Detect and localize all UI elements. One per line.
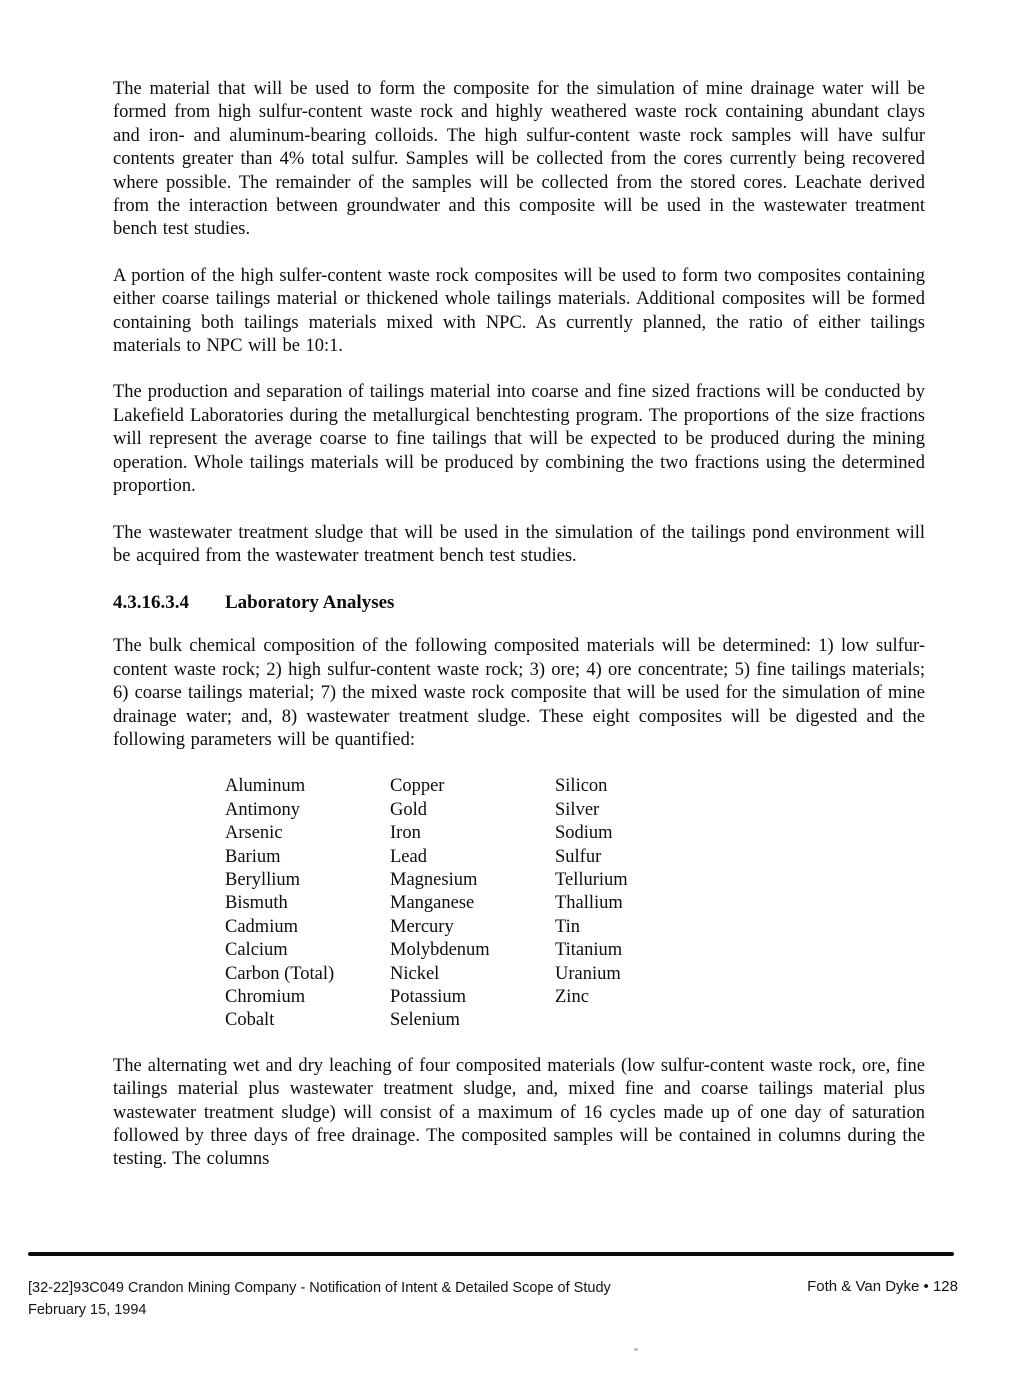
section-title: Laboratory Analyses <box>225 592 395 614</box>
element-item: Chromium <box>225 987 306 1007</box>
element-item: Sulfur <box>555 846 602 867</box>
element-item: Titanium <box>555 940 623 961</box>
element-item: Tin <box>555 916 581 937</box>
elements-column-3 <box>555 775 925 1032</box>
element-item: Zinc <box>555 987 589 1007</box>
footer-date: February 15, 1994 <box>28 1302 147 1318</box>
section-number: 4.3.16.3.4 <box>113 592 189 614</box>
paragraph-bulk-chemical-composition: The bulk chemical composition of the following composited materials will be determined: 1) low sulfur-content waste rock; 2) high sulfur-content waste rock; 3) ore; 4) ore concentrate; 5) fine tailings materials; 6) coarse tailings material; 7) the mixed waste rock composite that will be used for the simulation of mine drainage water; and, 8) wastewater treatment sludge. These eight composites will be digested and the following parameters will be quantified: <box>113 636 925 750</box>
elements-parameter-list <box>225 775 925 1032</box>
element-item: Cobalt <box>225 1010 275 1031</box>
element-item: Manganese <box>390 893 475 914</box>
footer-document-id: [32-22]93C049 Crandon Mining Company - Notification of Intent & Detailed Scope of Study <box>28 1280 611 1296</box>
scan-artifact-speck <box>634 1348 638 1351</box>
element-item: Beryllium <box>225 869 301 890</box>
page-footer <box>28 1277 958 1321</box>
paragraph-tailings-production: The production and separation of tailings material into coarse and fine sized fractions will be conducted by Lakefield Laboratories during the metallurgical benchtesting program. The proportions of the size fractions will represent the average coarse to fine tailings that will be expected to be produced during the mining operation. Whole tailings materials will be produced by combining the two fractions using the determined proportion. <box>113 382 925 497</box>
element-item: Magnesium <box>390 869 478 890</box>
paragraph-mine-drainage-composite: The material that will be used to form the composite for the simulation of mine drainage water will be formed from high sulfur-content waste rock and highly weathered waste rock containing abundant clays and iron- and aluminum-bearing colloids. The high sulfur-content waste rock samples will have sulfur contents greater than 4% total sulfur. Samples will be collected from the cores currently being recovered where possible. The remainder of the samples will be collected from the stored cores. Leachate derived from the interaction between groundwater and this composite will be used in the wastewater treatment bench test studies. <box>113 79 925 240</box>
element-item: Thallium <box>555 893 623 914</box>
element-item: Aluminum <box>225 776 306 797</box>
element-item: Arsenic <box>225 823 283 844</box>
element-item: Carbon (Total) <box>225 963 335 984</box>
page-body <box>113 78 925 1172</box>
element-item: Cadmium <box>225 916 298 937</box>
element-item: Antimony <box>225 799 301 820</box>
element-item: Potassium <box>390 987 467 1007</box>
element-item: Mercury <box>390 916 454 937</box>
paragraph-wet-dry-leaching: The alternating wet and dry leaching of four composited materials (low sulfur-content waste rock, ore, fine tailings material plus wastewater treatment sludge, and, mixed fine and coarse tailings material plus wastewater treatment sludge) will consist of a maximum of 16 cycles made up of one day of saturation followed by three days of free drainage. The composited samples will be contained in columns during the testing. The columns <box>113 1055 925 1170</box>
footer-left-block <box>28 1277 611 1321</box>
elements-column-2 <box>390 775 555 1032</box>
element-item: Silver <box>555 799 600 820</box>
paragraph-wastewater-sludge: The wastewater treatment sludge that will be used in the simulation of the tailings pond environment will be acquired from the wastewater treatment bench test studies. <box>113 522 925 566</box>
element-item: Uranium <box>555 963 621 984</box>
section-heading <box>113 591 925 615</box>
elements-column-1 <box>225 775 390 1032</box>
paragraph-tailings-composites: A portion of the high sulfer-content waste rock composites will be used to form two composites containing either coarse tailings material or thickened whole tailings materials. Additional composites will be formed containing both tailings materials mixed with NPC. As currently planned, the ratio of either tailings materials to NPC will be 10:1. <box>113 265 925 357</box>
element-item: Lead <box>390 846 427 867</box>
element-item: Nickel <box>390 963 440 984</box>
element-item: Sodium <box>555 823 613 844</box>
element-item: Iron <box>390 823 421 844</box>
element-item: Copper <box>390 776 445 797</box>
element-item: Barium <box>225 846 281 867</box>
footer-company-page-number: Foth & Van Dyke • 128 <box>807 1278 958 1295</box>
element-item: Bismuth <box>225 893 288 914</box>
element-item: Selenium <box>390 1010 460 1031</box>
element-item: Gold <box>390 799 427 820</box>
element-item: Calcium <box>225 940 288 961</box>
element-item: Tellurium <box>555 869 628 890</box>
footer-divider-rule <box>28 1252 954 1256</box>
element-item: Silicon <box>555 776 608 797</box>
element-item: Molybdenum <box>390 940 490 961</box>
